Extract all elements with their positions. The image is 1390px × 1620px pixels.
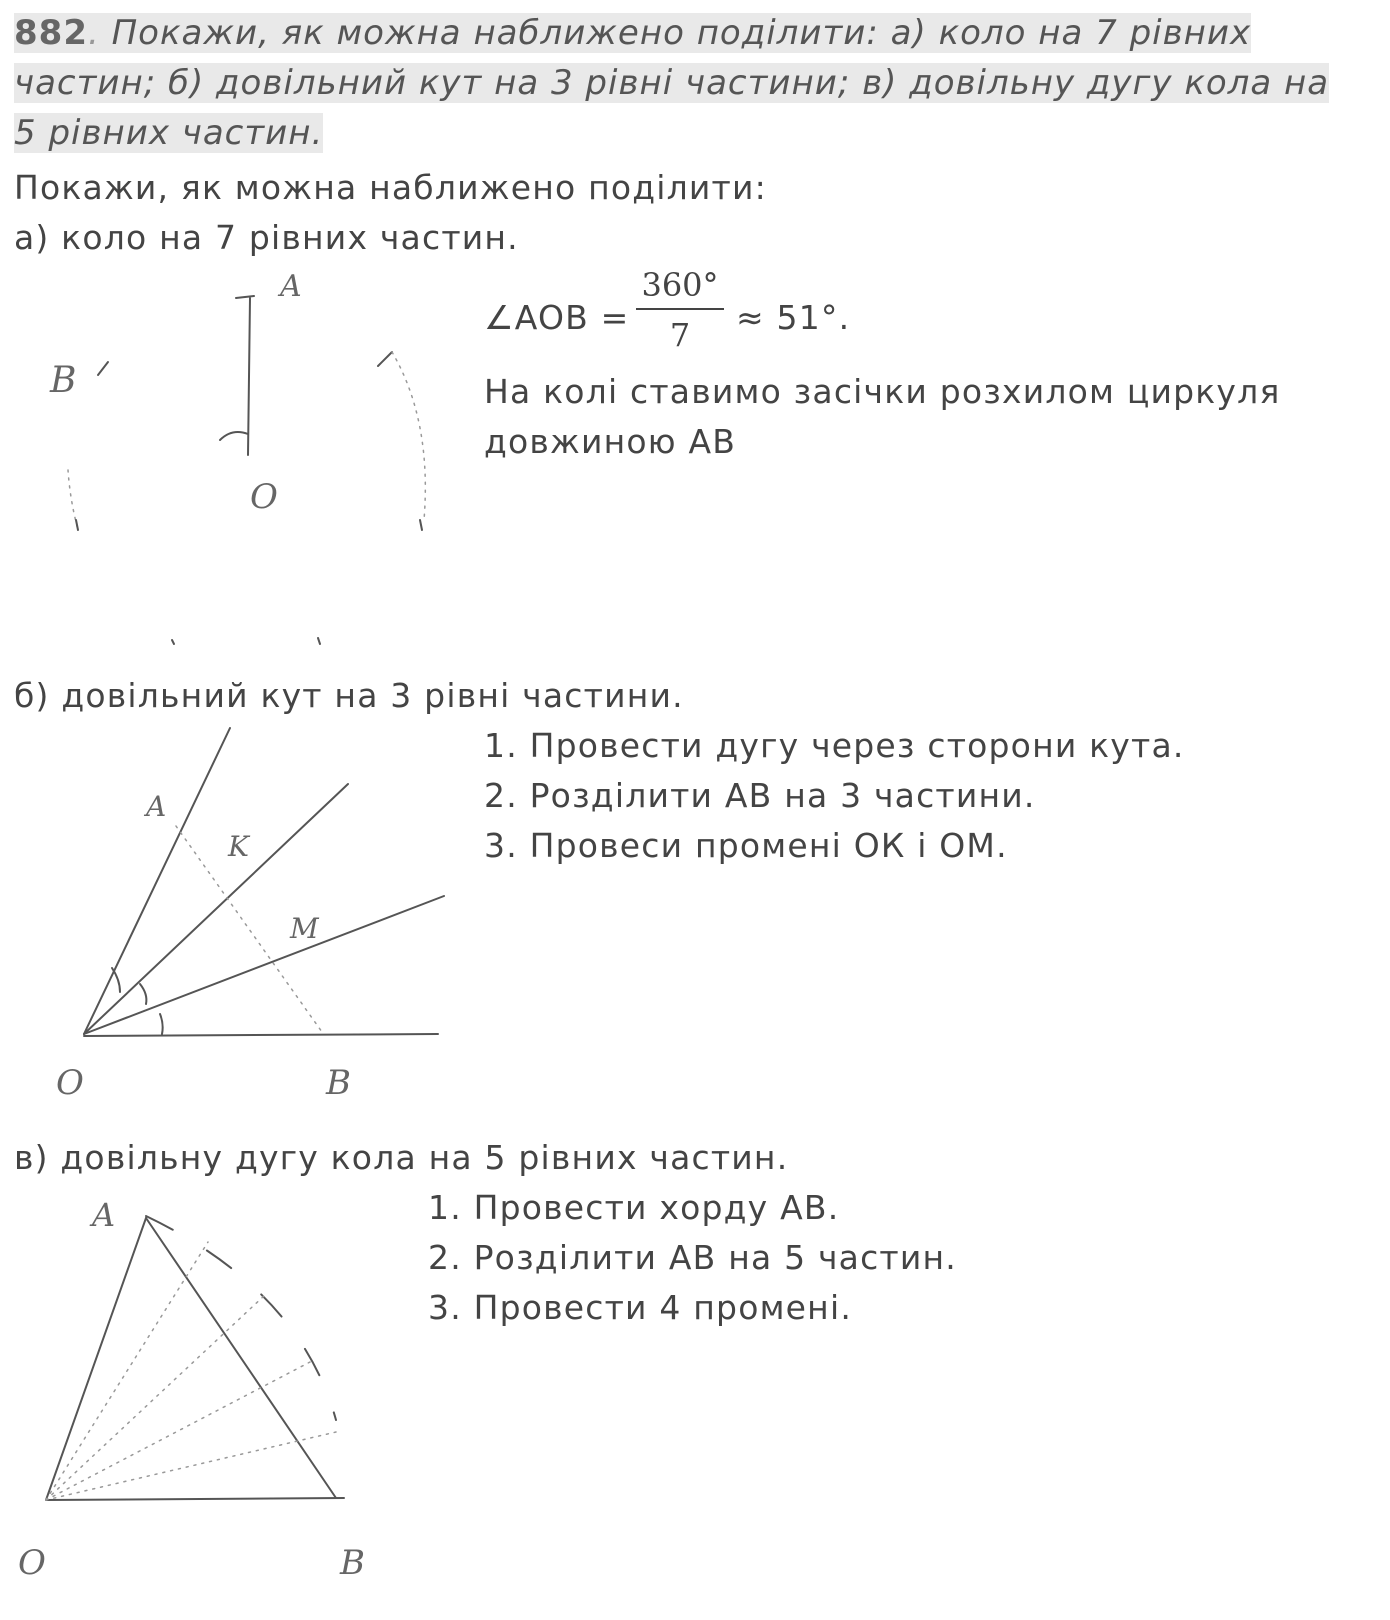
angle-arc-3: [160, 1014, 163, 1034]
task-line-3-text: 5 рівних частин.: [14, 113, 324, 153]
segment-oa: [46, 1218, 146, 1500]
radius-oa: [248, 298, 250, 455]
label-a-fig-a: A: [280, 269, 302, 304]
ray-ob: [84, 1034, 438, 1036]
notch-right-bottom: [420, 520, 422, 530]
notch-bottom-1: [172, 640, 174, 644]
task-line-1-text: Покажи, як можна наближено поділити: а) коло на 7 рівних: [111, 13, 1252, 53]
label-b-fig-c: B: [340, 1543, 365, 1583]
part-a-text-2: довжиною АВ: [484, 422, 737, 461]
task-number: 882: [14, 13, 88, 53]
part-b-heading: б) довільний кут на 3 рівні частини.: [14, 676, 684, 715]
segment-ob: [46, 1498, 344, 1500]
part-c-step-1: 1. Провести хорду АВ.: [428, 1188, 840, 1227]
label-m-fig-b: M: [290, 912, 319, 945]
part-b-step-2: 2. Розділити АВ на 3 частини.: [484, 776, 1036, 815]
notch-left-bottom: [76, 520, 78, 530]
chord-ab-c: [146, 1218, 336, 1498]
ray-oa: [84, 728, 230, 1034]
arc-ab: [146, 1216, 336, 1420]
task-line-2-text: частин; б) довільний кут на 3 рівні частини; в) довільну дугу кола на: [14, 63, 1330, 103]
formula-right: ≈ 51°.: [736, 298, 851, 337]
ray-1: [46, 1242, 208, 1500]
label-k-fig-b: K: [228, 830, 249, 863]
tick-a: [236, 296, 254, 298]
notch-b: [98, 362, 108, 375]
label-b-fig-b: B: [326, 1063, 351, 1103]
ray-2: [46, 1294, 266, 1500]
notch-bottom-2: [318, 638, 320, 644]
ray-om: [84, 896, 444, 1034]
notch-right-top: [378, 352, 392, 366]
part-a-text-1: На колі ставимо засічки розхилом циркуля: [484, 372, 1281, 411]
part-c-heading: в) довільну дугу кола на 5 рівних частин.: [14, 1138, 789, 1177]
formula-left: ∠AOB =: [484, 298, 630, 337]
task-line-1: 882. Покажи, як можна наближено поділити: а) коло на 7 рівних: [14, 13, 1252, 53]
label-o-fig-c: O: [18, 1543, 46, 1583]
figure-a: [49, 269, 425, 644]
figure-c: [18, 1196, 365, 1583]
part-c-step-2: 2. Розділити АВ на 5 частин.: [428, 1238, 957, 1277]
part-a-heading: а) коло на 7 рівних частин.: [14, 218, 519, 257]
ray-ok: [84, 784, 348, 1034]
ray-4: [46, 1432, 336, 1500]
angle-arc-2: [140, 984, 146, 1004]
label-b-fig-a: B: [50, 360, 77, 401]
intro-text: Покажи, як можна наближено поділити:: [14, 168, 767, 207]
angle-arc-1: [112, 968, 120, 992]
arc-right: [392, 352, 425, 520]
part-c-step-3: 3. Провести 4 промені.: [428, 1288, 853, 1327]
part-b-step-3: 3. Провеси промені ОК і ОМ.: [484, 826, 1008, 865]
ray-3: [46, 1362, 310, 1500]
label-a-fig-b: A: [146, 790, 167, 823]
formula-numerator: 360°: [641, 266, 719, 304]
angle-mark: [220, 432, 248, 440]
figure-b: [56, 728, 444, 1103]
label-o-fig-a: O: [250, 477, 278, 517]
formula-denominator: 7: [669, 316, 691, 354]
label-o-fig-b: O: [56, 1063, 84, 1103]
label-a-fig-c: A: [92, 1196, 116, 1234]
part-b-step-1: 1. Провести дугу через сторони кута.: [484, 726, 1185, 765]
